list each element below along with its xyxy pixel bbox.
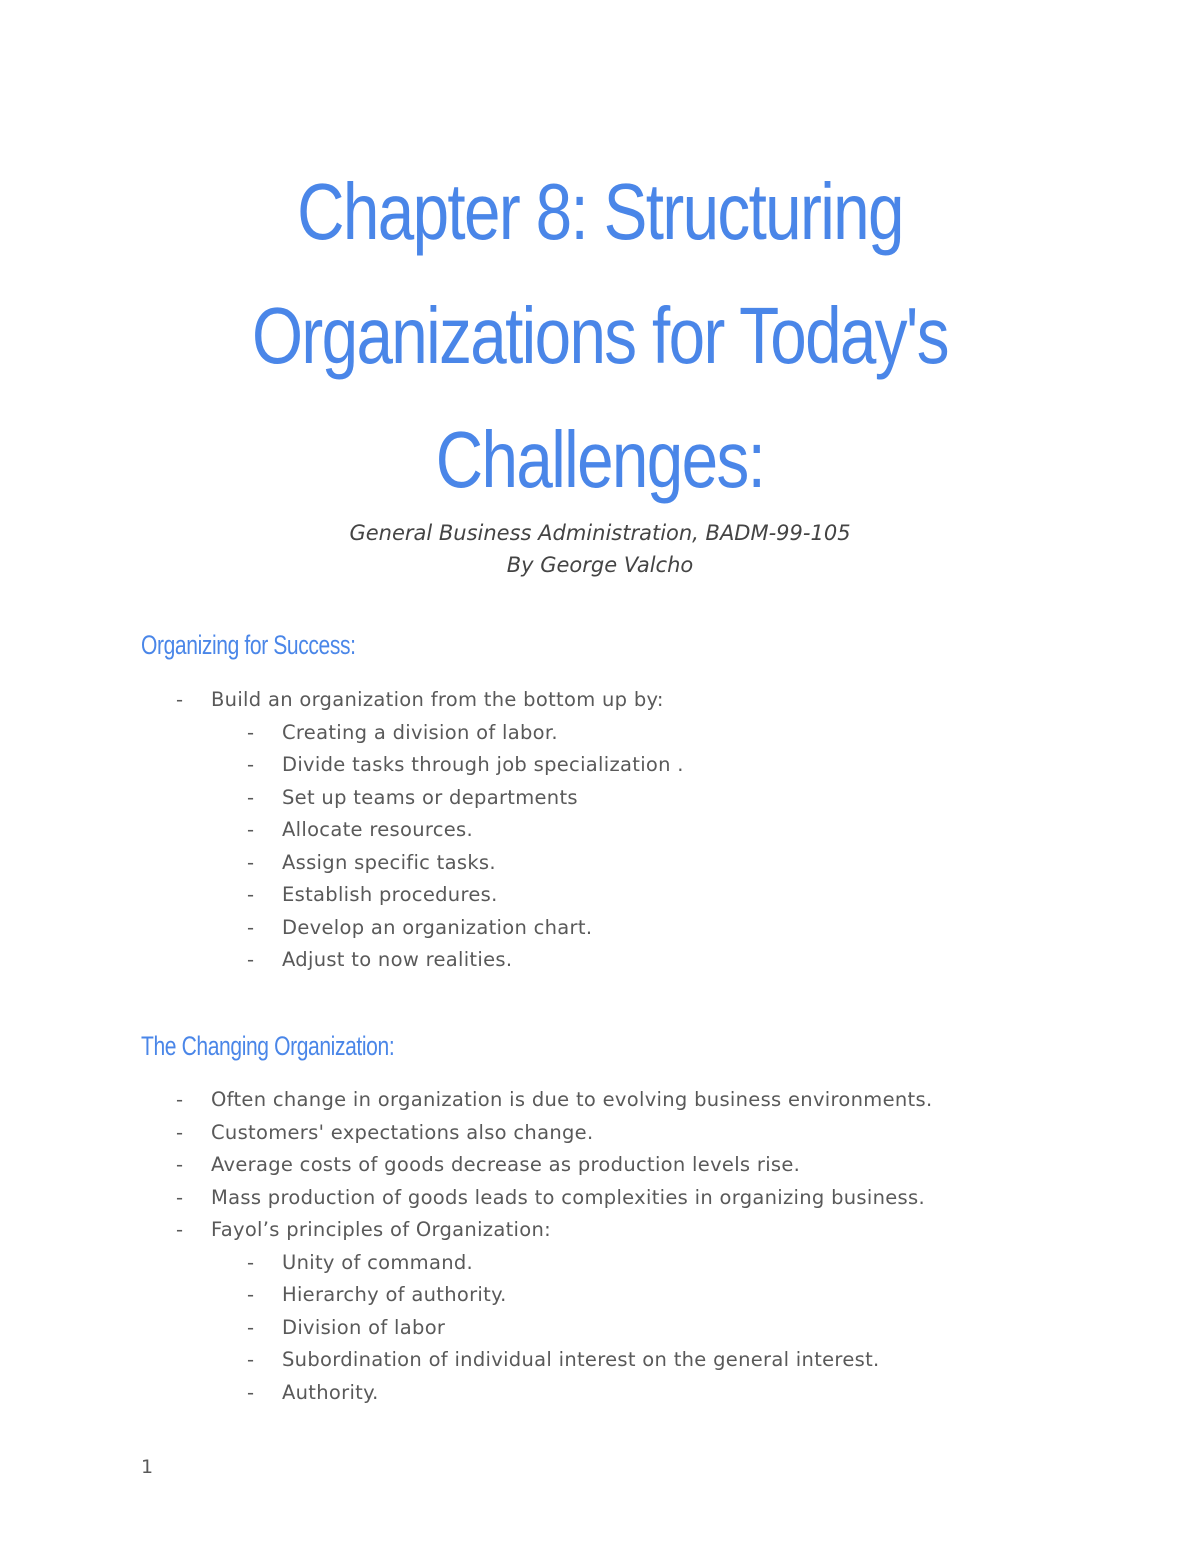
- bullet-dash: -: [247, 850, 255, 874]
- bullet-dash: -: [176, 1088, 184, 1111]
- bullet-dash: -: [247, 1380, 255, 1404]
- list-item: [0, 1214, 1200, 1247]
- list-item-text: Adjust to now realities.: [282, 948, 513, 971]
- list-item-text: Divide tasks through job specialization .: [282, 753, 684, 776]
- list-item-text: Creating a division of labor.: [282, 720, 558, 744]
- list-item-text: Authority.: [282, 1380, 379, 1404]
- list-item: [0, 879, 1200, 912]
- list-item: [0, 814, 1200, 847]
- page-number: 1: [141, 1456, 154, 1478]
- list-item: [0, 1279, 1200, 1312]
- list-item: [0, 1312, 1200, 1345]
- list-item: [0, 944, 1200, 977]
- list-item: [0, 1247, 1200, 1280]
- list-item: [0, 912, 1200, 945]
- list-item: [0, 1084, 1200, 1117]
- list-item-text: Allocate resources.: [282, 818, 474, 841]
- list-item-text: Assign specific tasks.: [282, 850, 496, 874]
- bullet-dash: -: [176, 1153, 184, 1176]
- section-heading-organizing-for-success: Organizing for Success:: [141, 630, 356, 660]
- bullet-dash: -: [247, 785, 255, 809]
- list-item: [0, 1117, 1200, 1150]
- bullet-dash: -: [247, 1283, 255, 1306]
- bullet-dash: -: [247, 948, 255, 971]
- list-item: [0, 1182, 1200, 1215]
- title-line-3: Challenges:: [435, 415, 765, 504]
- list-item: [0, 1149, 1200, 1182]
- list-item-text: Often change in organization is due to evolving business environments.: [211, 1088, 933, 1111]
- section-heading-changing-organization: The Changing Organization:: [141, 1031, 395, 1061]
- document-subtitle: [0, 517, 1200, 581]
- list-item-text: Customers' expectations also change.: [211, 1120, 594, 1144]
- bullet-dash: -: [176, 1120, 184, 1144]
- list-item: [0, 782, 1200, 815]
- bullet-dash: -: [176, 688, 184, 711]
- bullet-list-changing-organization: [0, 1084, 1200, 1409]
- title-line-1: Chapter 8: Structuring: [297, 167, 903, 256]
- bullet-dash: -: [247, 883, 255, 906]
- list-item: [0, 717, 1200, 750]
- bullet-dash: -: [176, 1218, 184, 1241]
- bullet-list-organizing-for-success: [0, 684, 1200, 977]
- bullet-dash: -: [247, 1315, 255, 1339]
- bullet-dash: -: [247, 1348, 255, 1371]
- list-item-text: Mass production of goods leads to complexities in organizing business.: [211, 1185, 925, 1209]
- title-line-2: Organizations for Today's: [252, 291, 948, 380]
- bullet-dash: -: [247, 818, 255, 841]
- author-line: By George Valcho: [506, 553, 694, 577]
- list-item-text: Average costs of goods decrease as production levels rise.: [211, 1153, 801, 1176]
- list-item-text: Set up teams or departments: [282, 785, 578, 809]
- bullet-dash: -: [247, 753, 255, 776]
- list-item-text: Subordination of individual interest on the general interest.: [282, 1348, 880, 1371]
- list-item-text: Hierarchy of authority.: [282, 1283, 507, 1306]
- list-item: [0, 847, 1200, 880]
- list-item-text: Develop an organization chart.: [282, 915, 593, 939]
- bullet-dash: -: [176, 1185, 184, 1209]
- list-item: [0, 1377, 1200, 1410]
- list-item-text: Establish procedures.: [282, 883, 498, 906]
- list-item: [0, 1344, 1200, 1377]
- course-line: General Business Administration, BADM-99-105: [349, 521, 851, 545]
- bullet-dash: -: [247, 1250, 255, 1274]
- list-item-text: Build an organization from the bottom up by:: [211, 688, 664, 711]
- list-item: [0, 749, 1200, 782]
- list-item-text: Division of labor: [282, 1315, 446, 1339]
- list-item-text: Fayol’s principles of Organization:: [211, 1218, 552, 1241]
- bullet-dash: -: [247, 720, 255, 744]
- bullet-dash: -: [247, 915, 255, 939]
- list-item: [0, 684, 1200, 717]
- list-item-text: Unity of command.: [282, 1250, 474, 1274]
- document-title: [108, 150, 1092, 522]
